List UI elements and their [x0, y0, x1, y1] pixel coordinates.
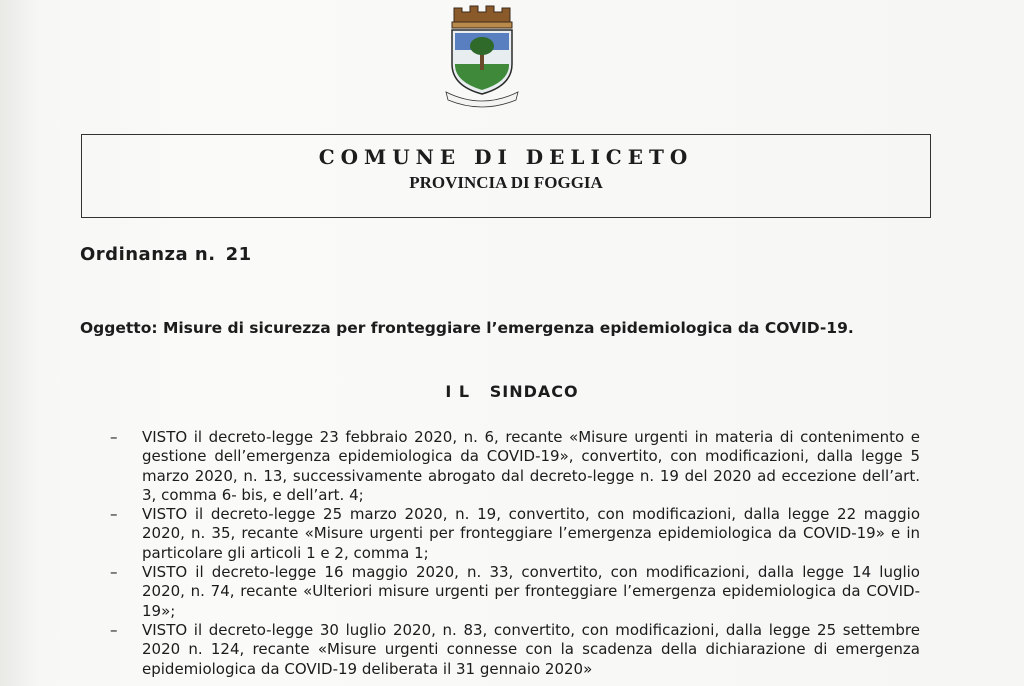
list-item-text: VISTO il decreto-legge 16 maggio 2020, n. 33, convertito, con modificazioni, dalla legge 14 luglio 2020, n. 74, recante «Ulteriori misure urgenti per fronteggiare l’emergenza epidemiologica da COVID-19»;	[142, 563, 920, 620]
list-item	[110, 505, 920, 563]
list-item-text: VISTO il decreto-legge 25 marzo 2020, n. 19, convertito, con modificazioni, dalla legge 22 maggio 2020, n. 35, recante «Misure urgenti per fronteggiare l’emergenza epidemiologica da COVID-19» e in particolare gli articoli 1 e 2, comma 1;	[142, 505, 920, 562]
list-item	[110, 563, 920, 621]
list-item	[110, 428, 920, 505]
list-dash: –	[110, 505, 118, 524]
list-dash: –	[110, 428, 118, 446]
subject-line: Oggetto: Misure di sicurezza per fronteggiare l’emergenza epidemiologica da COVID-19.	[80, 319, 854, 337]
list-item-text: VISTO il decreto-legge 23 febbraio 2020, n. 6, recante «Misure urgenti in materia di contenimento e gestione dell’emergenza epidemiologica da COVID-19», convertito, con modificazioni, dalla legge 5 marzo 2020, n. 13, successivamente abrogato dal decreto-legge n. 19 del 2020 ad eccezione dell’art. 3, comma 6- bis, e dell’art. 4;	[142, 428, 920, 504]
recitals-list	[110, 428, 920, 679]
ordinance-number: 21	[225, 244, 252, 265]
municipal-crest-icon	[440, 2, 524, 110]
list-item	[110, 621, 920, 679]
ordinance-heading	[80, 244, 252, 265]
list-dash: –	[110, 620, 118, 639]
list-item-text: VISTO il decreto-legge 30 luglio 2020, n. 83, convertito, con modificazioni, dalla legge 25 settembre 2020 n. 124, recante «Misure urgenti connesse con la scadenza della dichiarazione di emergenza epidemiologica da COVID-19 deliberata il 31 gennaio 2020»	[142, 620, 920, 678]
province-name: PROVINCIA DI FOGGIA	[409, 173, 603, 192]
list-dash: –	[110, 563, 118, 582]
header-box	[81, 134, 931, 218]
ordinance-label: Ordinanza n.	[80, 244, 216, 265]
municipality-name: COMUNE DI DELICETO	[318, 145, 694, 169]
section-title: I L SINDACO	[445, 382, 579, 401]
